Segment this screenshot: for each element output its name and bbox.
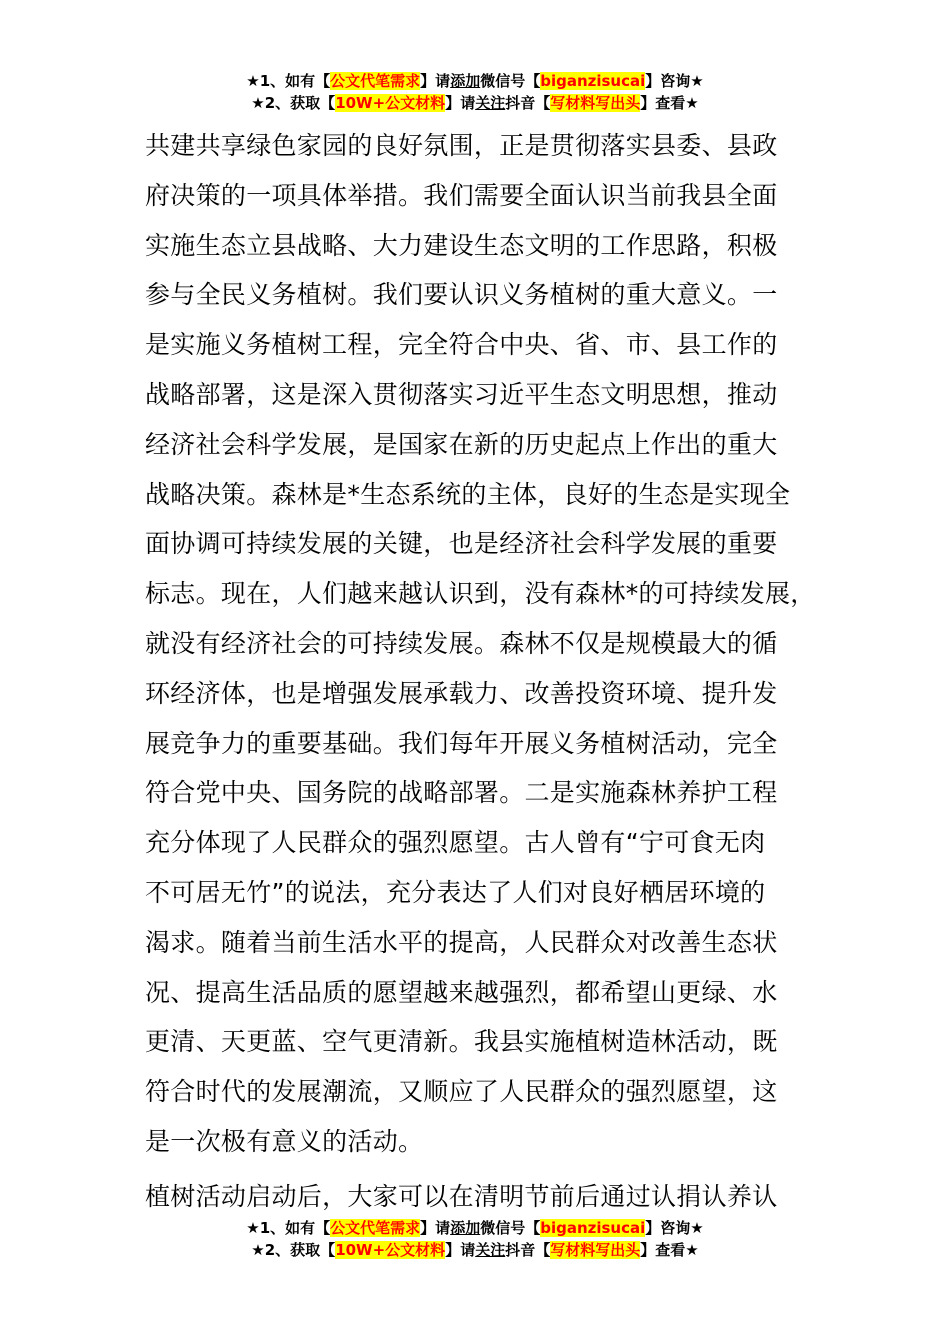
text-line: 植树活动启动后，大家可以在清明节前后通过认捐认养认: [145, 1181, 778, 1211]
banner-line-1: [0, 70, 950, 92]
banner-text: 微信号【: [480, 1219, 541, 1237]
text-line: 经济社会科学发展，是国家在新的历史起点上作出的重大: [145, 429, 778, 459]
banner-text: ★2、获取【: [251, 94, 336, 112]
text-line: 展竞争力的重要基础。我们每年开展义务植树活动，完全: [145, 728, 778, 758]
text-line: 符合时代的发展潮流，又顺应了人民群众的强烈愿望，这: [145, 1077, 778, 1107]
text-line: 面协调可持续发展的关键，也是经济社会科学发展的重要: [145, 529, 778, 559]
banner-text: ★1、如有【: [246, 72, 331, 90]
text-line: 更清、天更蓝、空气更清新。我县实施植树造林活动，既: [145, 1027, 778, 1057]
text-line: 府决策的一项具体举措。我们需要全面认识当前我县全面: [145, 180, 778, 210]
banner-line-1: [0, 1217, 950, 1239]
text-line: 况、提高生活品质的愿望越来越强烈，都希望山更绿、水: [145, 977, 778, 1007]
banner-text: 抖音【: [505, 94, 551, 112]
banner-text: 抖音【: [505, 1241, 551, 1259]
banner-text: 微信号【: [480, 72, 541, 90]
footer-banner: [0, 1217, 950, 1261]
paragraph-2: [145, 1172, 835, 1222]
banner-text: 】请: [420, 72, 451, 90]
text-line: 标志。现在，人们越来越认识到，没有森林*的可持续发展，: [145, 579, 816, 609]
banner-text: 】请: [445, 94, 476, 112]
text-line: 参与全民义务植树。我们要认识义务植树的重大意义。一: [145, 280, 778, 310]
banner-text: 】查看★: [640, 94, 699, 112]
document-body: [145, 121, 835, 1222]
banner-underlined: 关注: [475, 1241, 506, 1259]
banner-text: 】请: [445, 1241, 476, 1259]
banner-highlight: 写材料写出头: [550, 94, 641, 112]
text-line: 是一次极有意义的活动。: [145, 1126, 424, 1156]
banner-underlined: 添加: [450, 1219, 481, 1237]
text-line: 充分体现了人民群众的强烈愿望。古人曾有“宁可食无肉: [145, 828, 766, 858]
text-line: 渴求。随着当前生活水平的提高，人民群众对改善生态状: [145, 927, 778, 957]
text-line: 是实施义务植树工程，完全符合中央、省、市、县工作的: [145, 330, 778, 360]
banner-highlight: biganzisucai: [540, 1219, 646, 1237]
text-line: 实施生态立县战略、大力建设生态文明的工作思路，积极: [145, 230, 778, 260]
banner-line-2: [0, 92, 950, 114]
banner-line-2: [0, 1239, 950, 1261]
banner-underlined: 关注: [475, 94, 506, 112]
text-line: 不可居无竹”的说法，充分表达了人们对良好栖居环境的: [145, 877, 766, 907]
banner-text: ★2、获取【: [251, 1241, 336, 1259]
header-banner: [0, 70, 950, 114]
banner-text: 】查看★: [640, 1241, 699, 1259]
text-line: 就没有经济社会的可持续发展。森林不仅是规模最大的循: [145, 628, 778, 658]
banner-text: 】请: [420, 1219, 451, 1237]
banner-highlight: 10W+公文材料: [335, 1241, 446, 1259]
banner-highlight: 公文代笔需求: [330, 1219, 421, 1237]
text-line: 共建共享绿色家园的良好氛围，正是贯彻落实县委、县政: [145, 131, 778, 160]
banner-text: ★1、如有【: [246, 1219, 331, 1237]
banner-highlight: 写材料写出头: [550, 1241, 641, 1259]
banner-highlight: 公文代笔需求: [330, 72, 421, 90]
banner-underlined: 添加: [450, 72, 481, 90]
text-line: 战略部署，这是深入贯彻落实习近平生态文明思想，推动: [145, 379, 778, 409]
banner-text: 】咨询★: [645, 72, 704, 90]
text-line: 战略决策。森林是*生态系统的主体，良好的生态是实现全: [145, 479, 791, 509]
banner-text: 】咨询★: [645, 1219, 704, 1237]
banner-highlight: 10W+公文材料: [335, 94, 446, 112]
banner-highlight: biganzisucai: [540, 72, 646, 90]
text-line: 符合党中央、国务院的战略部署。二是实施森林养护工程: [145, 778, 778, 808]
paragraph-1: [145, 121, 835, 1167]
text-line: 环经济体，也是增强发展承载力、改善投资环境、提升发: [145, 678, 778, 708]
